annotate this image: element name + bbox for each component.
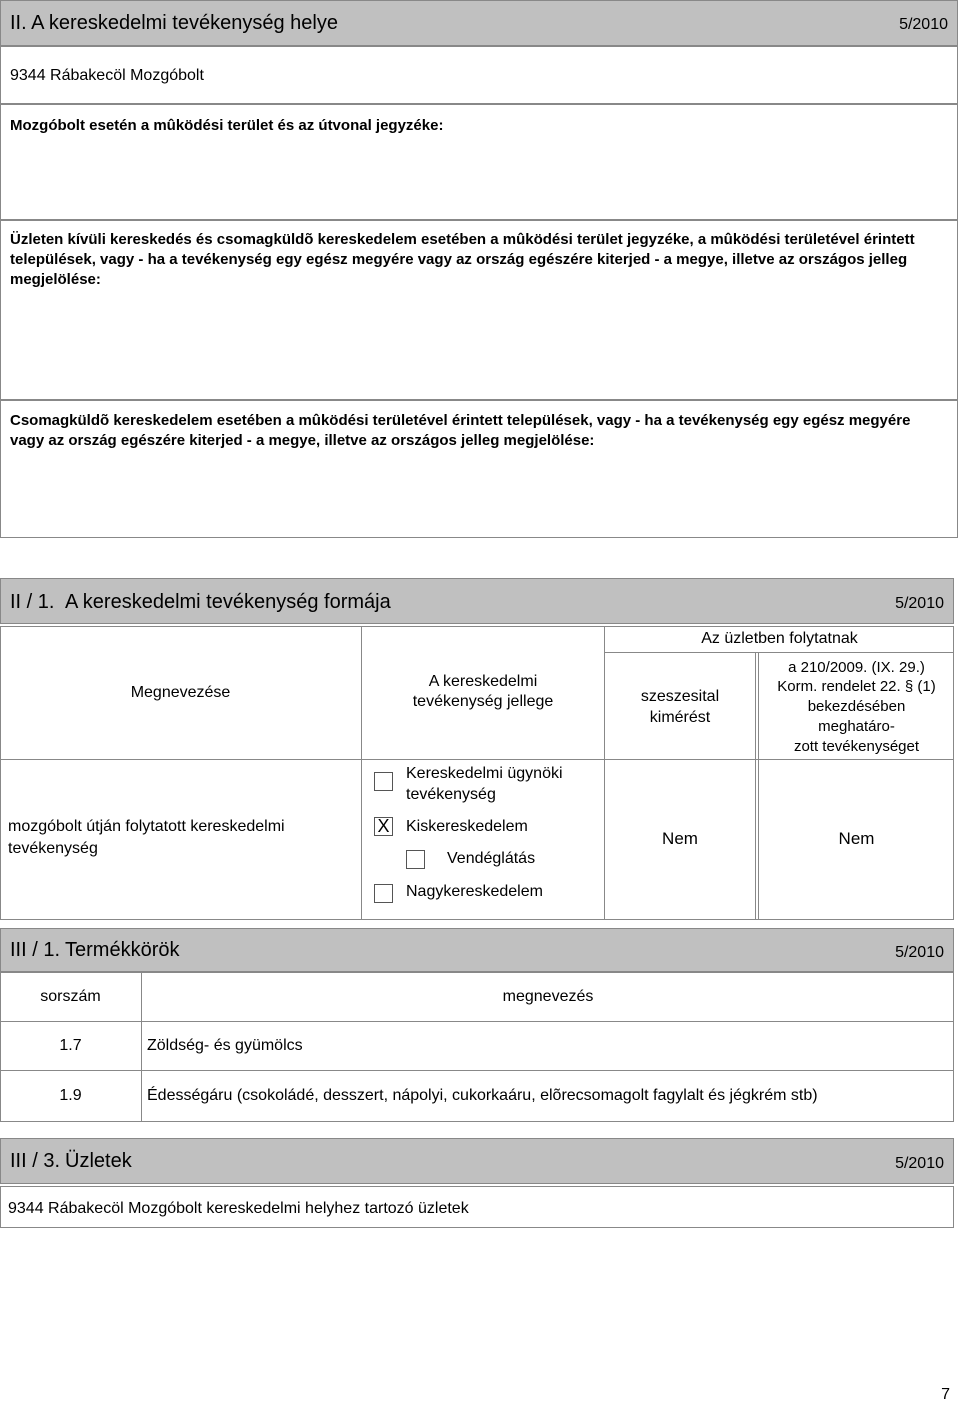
- section-iii3-code: 5/2010: [895, 1155, 944, 1172]
- catering-checkbox[interactable]: [406, 850, 425, 869]
- section-ii-code: 5/2010: [899, 16, 948, 33]
- shops-row: [0, 1186, 954, 1228]
- section-iii1-header: [0, 928, 954, 972]
- place-text: 9344 Rábakecöl Mozgóbolt: [10, 67, 204, 84]
- col-decree-header-line3: bekezdésében: [807, 698, 906, 715]
- col-type-header-line1: A kereskedelmi: [428, 673, 538, 690]
- product-row-2-num: 1.9: [59, 1087, 82, 1104]
- col-name-header: Megnevezése: [130, 684, 231, 701]
- section-ii1-code: 5/2010: [895, 595, 944, 612]
- catering-label: Vendéglátás: [447, 850, 536, 867]
- col-product-header: megnevezés: [502, 988, 594, 1005]
- place-row: [0, 46, 958, 104]
- divider: [0, 759, 954, 760]
- section-ii-title: II. A kereskedelmi tevékenység helye: [10, 12, 338, 34]
- section-iii3-title: Üzletek: [65, 1150, 132, 1172]
- divider: [0, 1070, 954, 1071]
- divider: [361, 626, 362, 920]
- col-decree-header-line5: zott tevékenységet: [793, 738, 920, 755]
- section-iii1-title: Termékkörök: [65, 939, 180, 961]
- section-ii1-header: [0, 578, 954, 624]
- col-decree-header-line4: meghatáro-: [818, 718, 895, 735]
- mailorder-area-label: Csomagküldõ kereskedelem esetében a mûködési területével érintett települések, vagy - ha a tevékenység egy egész megyére vagy az ország egészére kiterjed - a megye, illetve az országos jelleg megjelölése:: [10, 412, 911, 449]
- col-shop-header: Az üzletben folytatnak: [701, 630, 858, 647]
- section-iii1-code: 5/2010: [895, 944, 944, 961]
- row-name-line2: tevékenység: [8, 840, 98, 857]
- section-ii-header: [0, 0, 958, 46]
- mobile-area-box: [0, 104, 958, 220]
- divider: [0, 1021, 954, 1022]
- col-decree-header-line1: a 210/2009. (IX. 29.): [788, 659, 925, 676]
- divider: [604, 626, 605, 920]
- product-row-1-name: Zöldség- és gyümölcs: [147, 1037, 303, 1054]
- agent-label-line1: Kereskedelmi ügynöki: [406, 765, 563, 782]
- section-ii1-prefix: II / 1.: [10, 591, 55, 613]
- wholesale-checkbox[interactable]: [374, 884, 393, 903]
- section-ii1-title: A kereskedelmi tevékenység formája: [65, 591, 391, 613]
- retail-checkbox[interactable]: X: [374, 817, 393, 836]
- alcohol-value: Nem: [662, 829, 698, 848]
- agent-checkbox[interactable]: [374, 772, 393, 791]
- col-alcohol-header-line1: szeszesital: [640, 688, 720, 705]
- offsite-area-box: [0, 220, 958, 400]
- col-type-header-line2: tevékenység jellege: [412, 693, 554, 710]
- offsite-area-label: Üzleten kívüli kereskedés és csomagküldõ kereskedelem esetében a mûködési terület jegyzéke, a mûködési területével érintett települések, vagy - ha a tevékenység egy egész megyére vagy az ország egészére kiterjed - a megye, illetve az országos jelleg megjelölése:: [10, 231, 915, 288]
- col-alcohol-header-line2: kimérést: [649, 709, 711, 726]
- page-number: 7: [941, 1386, 950, 1403]
- col-num-header: sorszám: [40, 988, 101, 1005]
- row-name-line1: mozgóbolt útján folytatott kereskedelmi: [8, 818, 285, 835]
- decree-value: Nem: [838, 829, 875, 848]
- product-row-1-num: 1.7: [59, 1037, 82, 1054]
- section-iii3-prefix: III / 3.: [10, 1150, 61, 1172]
- wholesale-label: Nagykereskedelem: [406, 883, 543, 900]
- retail-label: Kiskereskedelem: [406, 818, 528, 835]
- agent-label-line2: tevékenység: [406, 786, 496, 803]
- shops-text: 9344 Rábakecöl Mozgóbolt kereskedelmi helyhez tartozó üzletek: [8, 1200, 469, 1217]
- col-decree-header-line2: Korm. rendelet 22. § (1): [777, 678, 936, 695]
- mobile-area-label: Mozgóbolt esetén a mûködési terület és az útvonal jegyzéke:: [10, 117, 444, 134]
- section-iii3-header: [0, 1138, 954, 1184]
- divider: [605, 652, 954, 653]
- mailorder-area-box: [0, 400, 958, 538]
- section-iii1-prefix: III / 1.: [10, 939, 61, 961]
- product-row-2-name: Édességáru (csokoládé, desszert, nápolyi, cukorkaáru, elõrecsomagolt fagylalt és jégkrém stb): [147, 1087, 818, 1104]
- divider: [755, 652, 756, 920]
